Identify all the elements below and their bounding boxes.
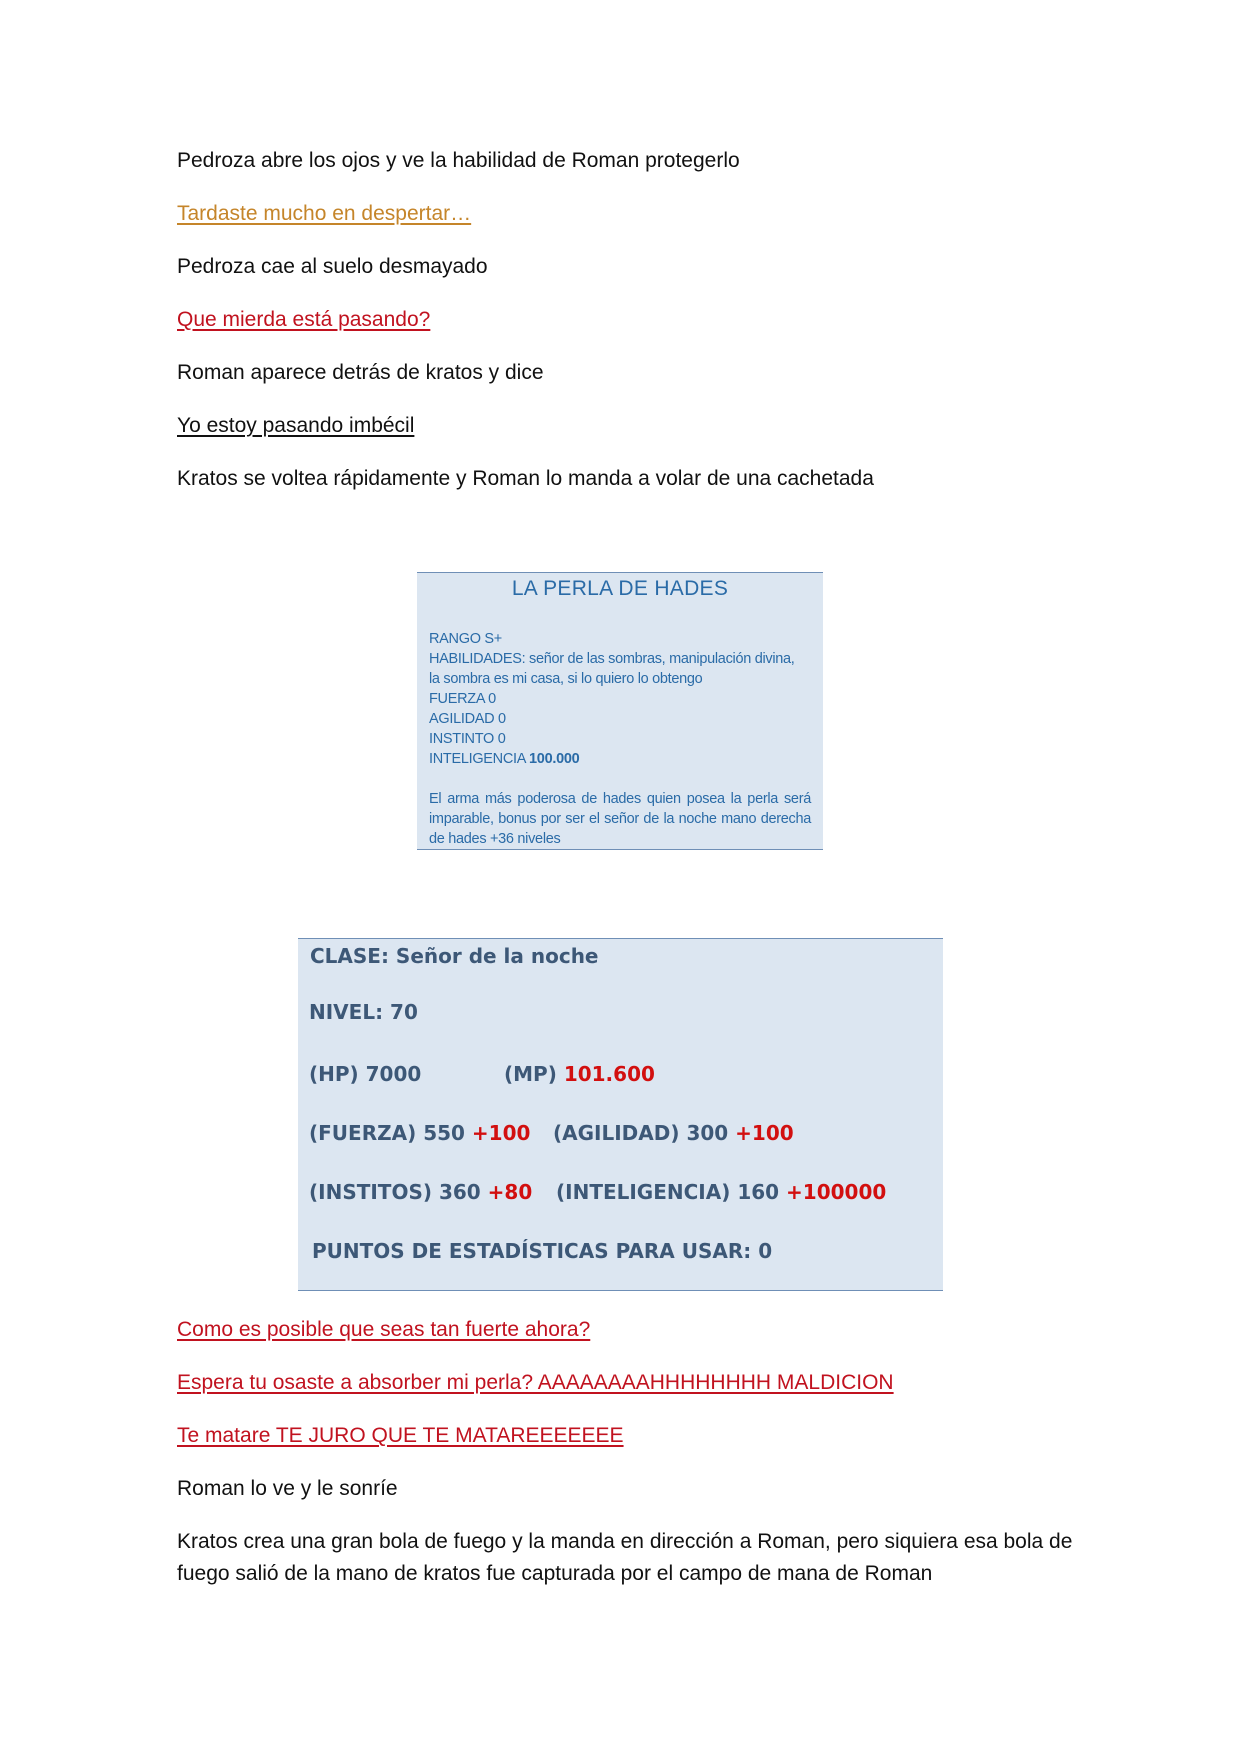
status-strength-base: (FUERZA) 550	[309, 1121, 472, 1145]
narration-line: Pedroza abre los ojos y ve la habilidad de Roman protegerlo	[177, 149, 740, 172]
status-mp	[504, 1062, 655, 1086]
status-mp-label: (MP)	[504, 1062, 564, 1086]
item-agility: AGILIDAD 0	[429, 711, 506, 727]
status-hp: (HP) 7000	[309, 1062, 422, 1086]
dialogue-line: Yo estoy pasando imbécil	[177, 414, 415, 437]
narration-line: Kratos crea una gran bola de fuego y la manda en dirección a Roman, pero siquiera esa bola de	[177, 1530, 1073, 1553]
dialogue-line: Que mierda está pasando?	[177, 308, 431, 331]
status-agility-base: (AGILIDAD) 300	[553, 1121, 736, 1145]
item-abilities-cont: la sombra es mi casa, si lo quiero lo obtengo	[429, 671, 703, 687]
narration-line: Pedroza cae al suelo desmayado	[177, 255, 488, 278]
item-intelligence	[429, 749, 811, 769]
item-rank: RANGO S+	[429, 631, 502, 647]
item-intelligence-label: INTELIGENCIA	[429, 751, 530, 767]
item-card-title: LA PERLA DE HADES	[511, 577, 729, 600]
item-card	[417, 572, 823, 850]
status-intelligence	[556, 1180, 886, 1204]
dialogue-line: Espera tu osaste a absorber mi perla? AAAAAAAAHHHHHHHH MALDICION	[177, 1371, 894, 1394]
dialogue-line: Te matare TE JURO QUE TE MATAREEEEEEE	[177, 1424, 624, 1447]
status-strength-bonus: +100	[471, 1121, 531, 1145]
item-abilities: HABILIDADES: señor de las sombras, manipulación divina,	[429, 651, 795, 667]
item-instinct: INSTINTO 0	[429, 731, 506, 747]
item-strength: FUERZA 0	[429, 691, 496, 707]
status-strength	[309, 1121, 530, 1145]
status-agility-bonus: +100	[735, 1121, 794, 1145]
status-intelligence-base: (INTELIGENCIA) 160	[556, 1180, 787, 1204]
narration-line: Roman aparece detrás de kratos y dice	[177, 361, 544, 384]
dialogue-line: Tardaste mucho en despertar…	[177, 202, 472, 225]
item-intelligence-value: 100.000	[529, 751, 580, 767]
item-card-stats	[429, 629, 811, 769]
status-instinct-bonus: +80	[487, 1180, 533, 1204]
status-mp-value: 101.600	[563, 1062, 655, 1086]
narration-line: Roman lo ve y le sonríe	[177, 1477, 398, 1500]
narration-line: Kratos se voltea rápidamente y Roman lo manda a volar de una cachetada	[177, 467, 874, 490]
status-class: CLASE: Señor de la noche	[310, 944, 599, 968]
narration-line: fuego salió de la mano de kratos fue capturada por el campo de mana de Roman	[177, 1562, 933, 1585]
status-intelligence-bonus: +100000	[786, 1180, 887, 1204]
item-description: El arma más poderosa de hades quien posea la perla será imparable, bonus por ser el señor de la noche mano derecha de hades +36 niveles	[429, 791, 811, 847]
status-points: PUNTOS DE ESTADÍSTICAS PARA USAR: 0	[312, 1239, 773, 1263]
status-level: NIVEL: 70	[309, 1000, 418, 1024]
status-agility	[553, 1121, 794, 1145]
status-instinct-base: (INSTITOS) 360	[309, 1180, 488, 1204]
status-instinct	[309, 1180, 532, 1204]
dialogue-line: Como es posible que seas tan fuerte ahora?	[177, 1318, 591, 1341]
status-panel	[298, 938, 943, 1291]
